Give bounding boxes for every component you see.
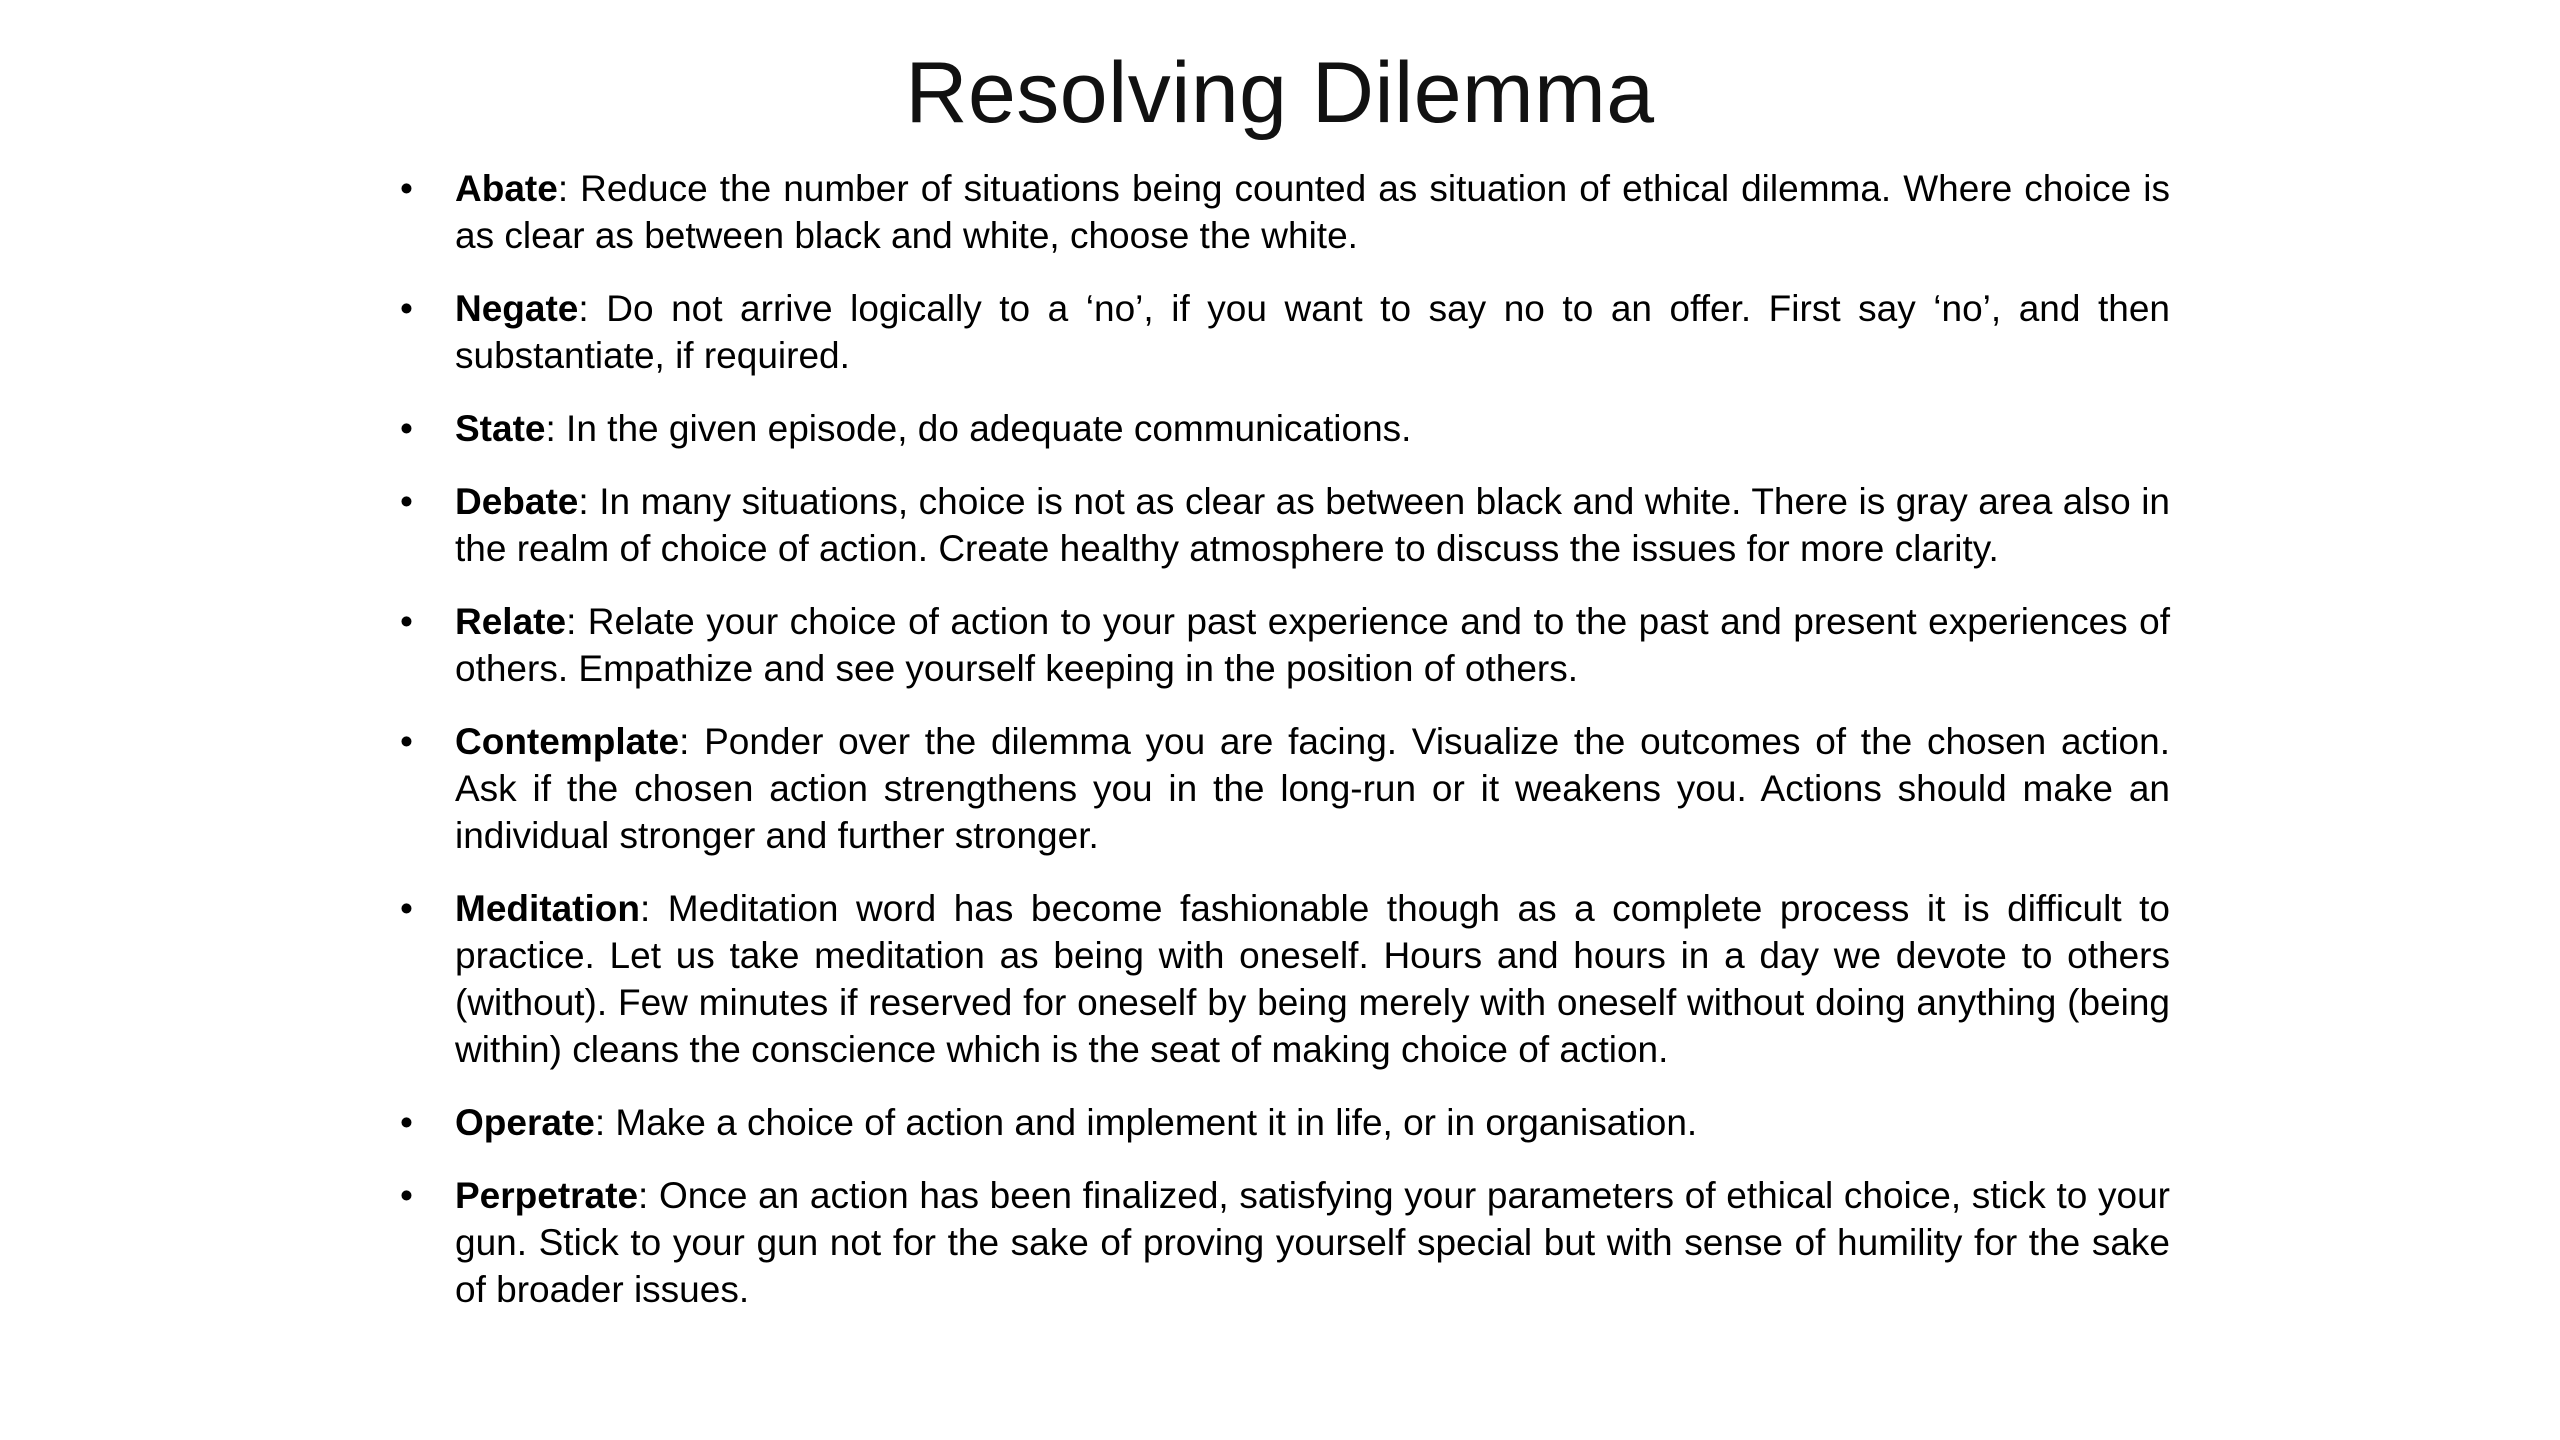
list-item-abate (400, 165, 2170, 259)
bullet-term: Abate (455, 168, 558, 209)
bullet-icon: • (400, 481, 413, 522)
bullet-text: : Reduce the number of situations being counted as situation of ethical dilemma. Where choice is as clear as between black and white, choose the white. (455, 168, 2170, 256)
bullet-icon: • (400, 601, 413, 642)
bullet-icon: • (400, 1102, 413, 1143)
bullet-text: : In the given episode, do adequate communications. (545, 408, 1412, 449)
bullet-text: : Do not arrive logically to a ‘no’, if you want to say no to an offer. First say ‘no’, and then substantiate, if required. (455, 288, 2170, 376)
list-item-perpetrate (400, 1172, 2170, 1313)
bullet-term: Contemplate (455, 721, 680, 762)
bullet-term: Negate (455, 288, 579, 329)
bullet-term: Meditation (455, 888, 640, 929)
list-item-operate (400, 1099, 2170, 1146)
bullet-text: : Meditation word has become fashionable though as a complete process it is difficult to practice. Let us take meditation as being with oneself. Hours and hours in a day we devote to others (without). Few minutes if reserved for oneself by being merely with oneself without doing anything (being within) cleans the conscience which is the seat of making choice of action. (455, 888, 2170, 1070)
bullet-icon: • (400, 1175, 413, 1216)
bullet-icon: • (400, 721, 413, 762)
list-item-debate (400, 478, 2170, 572)
slide-title: Resolving Dilemma (905, 45, 1655, 141)
bullet-icon: • (400, 168, 413, 209)
bullet-text: : In many situations, choice is not as clear as between black and white. There is gray area also in the realm of choice of action. Create healthy atmosphere to discuss the issues for more clarity. (455, 481, 2170, 569)
bullet-text: : Ponder over the dilemma you are facing. Visualize the outcomes of the chosen action. Ask if the chosen action strengthens you in the long-run or it weakens you. Actions should make an individual stronger and further stronger. (455, 721, 2170, 856)
list-item-state (400, 405, 2170, 452)
bullet-icon: • (400, 408, 413, 449)
bullet-list (400, 165, 2170, 1339)
list-item-negate (400, 285, 2170, 379)
list-item-contemplate (400, 718, 2170, 859)
list-item-relate (400, 598, 2170, 692)
bullet-term: Operate (455, 1102, 595, 1143)
bullet-term: Perpetrate (455, 1175, 639, 1216)
bullet-term: Debate (455, 481, 579, 522)
bullet-term: Relate (455, 601, 567, 642)
bullet-text: : Make a choice of action and implement it in life, or in organisation. (594, 1102, 1698, 1143)
bullet-text: : Relate your choice of action to your past experience and to the past and present experiences of others. Empathize and see yourself keeping in the position of others. (455, 601, 2170, 689)
list-item-meditation (400, 885, 2170, 1073)
bullet-term: State (455, 408, 546, 449)
bullet-icon: • (400, 288, 413, 329)
bullet-text: : Once an action has been finalized, satisfying your parameters of ethical choice, stick to your gun. Stick to your gun not for the sake of proving yourself special but with sense of humility for the sake of broader issues. (455, 1175, 2170, 1310)
bullet-icon: • (400, 888, 413, 929)
